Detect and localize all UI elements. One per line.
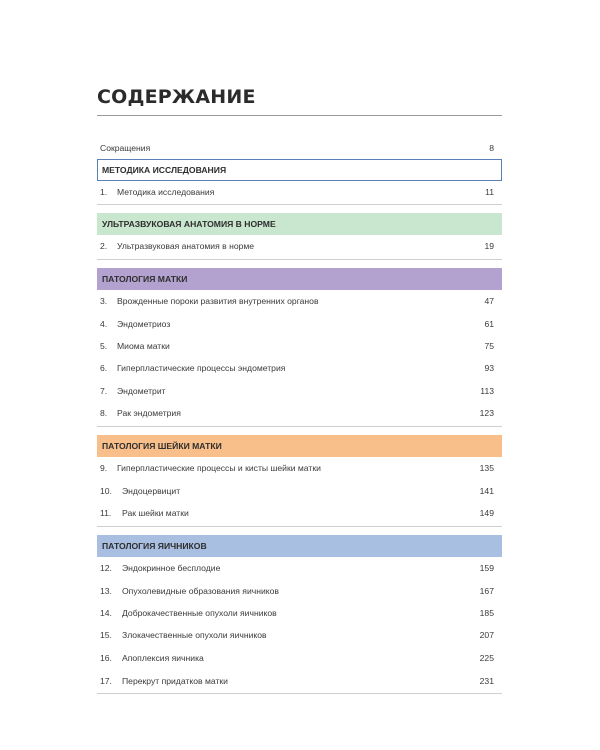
toc-entry-label: Методика исследования (117, 187, 215, 197)
toc-entry-number: 7. (100, 386, 108, 396)
toc-entry-page: 47 (484, 296, 494, 306)
toc-entry-number: 9. (100, 463, 108, 473)
section-header-uterus-pathology[interactable]: ПАТОЛОГИЯ МАТКИ (97, 268, 502, 290)
toc-entry-number: 13. (100, 586, 112, 596)
toc-entry[interactable] (97, 384, 502, 398)
toc-entry-label: Ультразвуковая анатомия в норме (117, 241, 255, 251)
toc-entry-page: 167 (479, 586, 494, 596)
toc-entry-number: 4. (100, 319, 108, 329)
toc-entry-page: 113 (480, 386, 494, 396)
toc-entry-number: 12. (100, 563, 112, 573)
toc-entry-label: Сокращения (100, 143, 151, 153)
toc-entry[interactable] (97, 651, 502, 665)
divider (97, 526, 502, 527)
toc-entry-label: Гиперпластические процессы эндометрия (117, 363, 286, 373)
section-header-methods[interactable]: МЕТОДИКА ИССЛЕДОВАНИЯ (97, 159, 502, 181)
toc-entry-label: Рак шейки матки (122, 508, 189, 518)
toc-entry[interactable] (97, 674, 502, 688)
toc-entry-label: Миома матки (117, 341, 170, 351)
toc-entry-label: Эндоцервицит (122, 486, 181, 496)
toc-entry[interactable] (97, 239, 502, 253)
toc-entry-number: 17. (100, 676, 112, 686)
toc-entry-page: 225 (479, 653, 494, 663)
toc-entry-page: 185 (479, 608, 494, 618)
toc-entry[interactable] (97, 185, 502, 199)
toc-entry-page: 149 (479, 508, 494, 518)
section-header-ovary-pathology[interactable]: ПАТОЛОГИЯ ЯИЧНИКОВ (97, 535, 502, 557)
toc-entry-page: 159 (479, 563, 494, 573)
toc-entry-abbreviations[interactable] (97, 141, 502, 155)
toc-entry[interactable] (97, 561, 502, 575)
toc-entry-page: 8 (489, 143, 494, 153)
toc-entry-page: 141 (479, 486, 494, 496)
toc-entry-label: Врожденные пороки развития внутренних органов (117, 296, 319, 306)
toc-entry-page: 11 (485, 187, 494, 197)
toc-entry[interactable] (97, 461, 502, 475)
toc-entry[interactable] (97, 317, 502, 331)
toc-entry[interactable] (97, 406, 502, 420)
toc-entry-page: 19 (484, 241, 494, 251)
title-rule (97, 115, 502, 116)
toc-entry[interactable] (97, 584, 502, 598)
toc-entry[interactable] (97, 361, 502, 375)
toc-entry-page: 207 (479, 630, 494, 640)
toc-entry-page: 135 (479, 463, 494, 473)
toc-entry-page: 75 (484, 341, 494, 351)
divider (97, 693, 502, 694)
toc-entry-number: 16. (100, 653, 112, 663)
toc-entry-label: Эндометрит (117, 386, 166, 396)
toc-entry-page: 61 (484, 319, 494, 329)
toc-entry-number: 14. (100, 608, 112, 618)
toc-entry[interactable] (97, 484, 502, 498)
toc-entry-page: 93 (484, 363, 494, 373)
divider (97, 259, 502, 260)
section-header-anatomy[interactable]: УЛЬТРАЗВУКОВАЯ АНАТОМИЯ В НОРМЕ (97, 213, 502, 235)
toc-entry-label: Эндокринное бесплодие (122, 563, 221, 573)
toc-entry-label: Гиперпластические процессы и кисты шейки матки (117, 463, 321, 473)
toc-entry-label: Эндометриоз (117, 319, 171, 329)
divider (97, 426, 502, 427)
toc-entry[interactable] (97, 294, 502, 308)
toc-entry[interactable] (97, 339, 502, 353)
toc-entry[interactable] (97, 628, 502, 642)
toc-entry-number: 10. (100, 486, 112, 496)
toc-entry-label: Перекрут придатков матки (122, 676, 228, 686)
divider (97, 204, 502, 205)
toc-entry-number: 6. (100, 363, 108, 373)
toc-entry-number: 8. (100, 408, 108, 418)
toc-entry-label: Апоплексия яичника (122, 653, 204, 663)
toc-entry-page: 231 (479, 676, 494, 686)
page-title: СОДЕРЖАНИЕ (97, 86, 256, 108)
toc-entry-number: 1. (100, 187, 108, 197)
toc-entry[interactable] (97, 606, 502, 620)
toc-entry-number: 3. (100, 296, 108, 306)
toc-entry-number: 2. (100, 241, 108, 251)
toc-entry-number: 15. (100, 630, 112, 640)
toc-entry-label: Рак эндометрия (117, 408, 181, 418)
toc-entry-page: 123 (479, 408, 494, 418)
toc-entry-number: 5. (100, 341, 108, 351)
toc-entry-label: Злокачественные опухоли яичников (122, 630, 267, 640)
toc-entry-number: 11. (100, 508, 112, 518)
toc-entry[interactable] (97, 506, 502, 520)
toc-entry-label: Доброкачественные опухоли яичников (122, 608, 277, 618)
section-header-cervix-pathology[interactable]: ПАТОЛОГИЯ ШЕЙКИ МАТКИ (97, 435, 502, 457)
toc-entry-label: Опухолевидные образования яичников (122, 586, 279, 596)
